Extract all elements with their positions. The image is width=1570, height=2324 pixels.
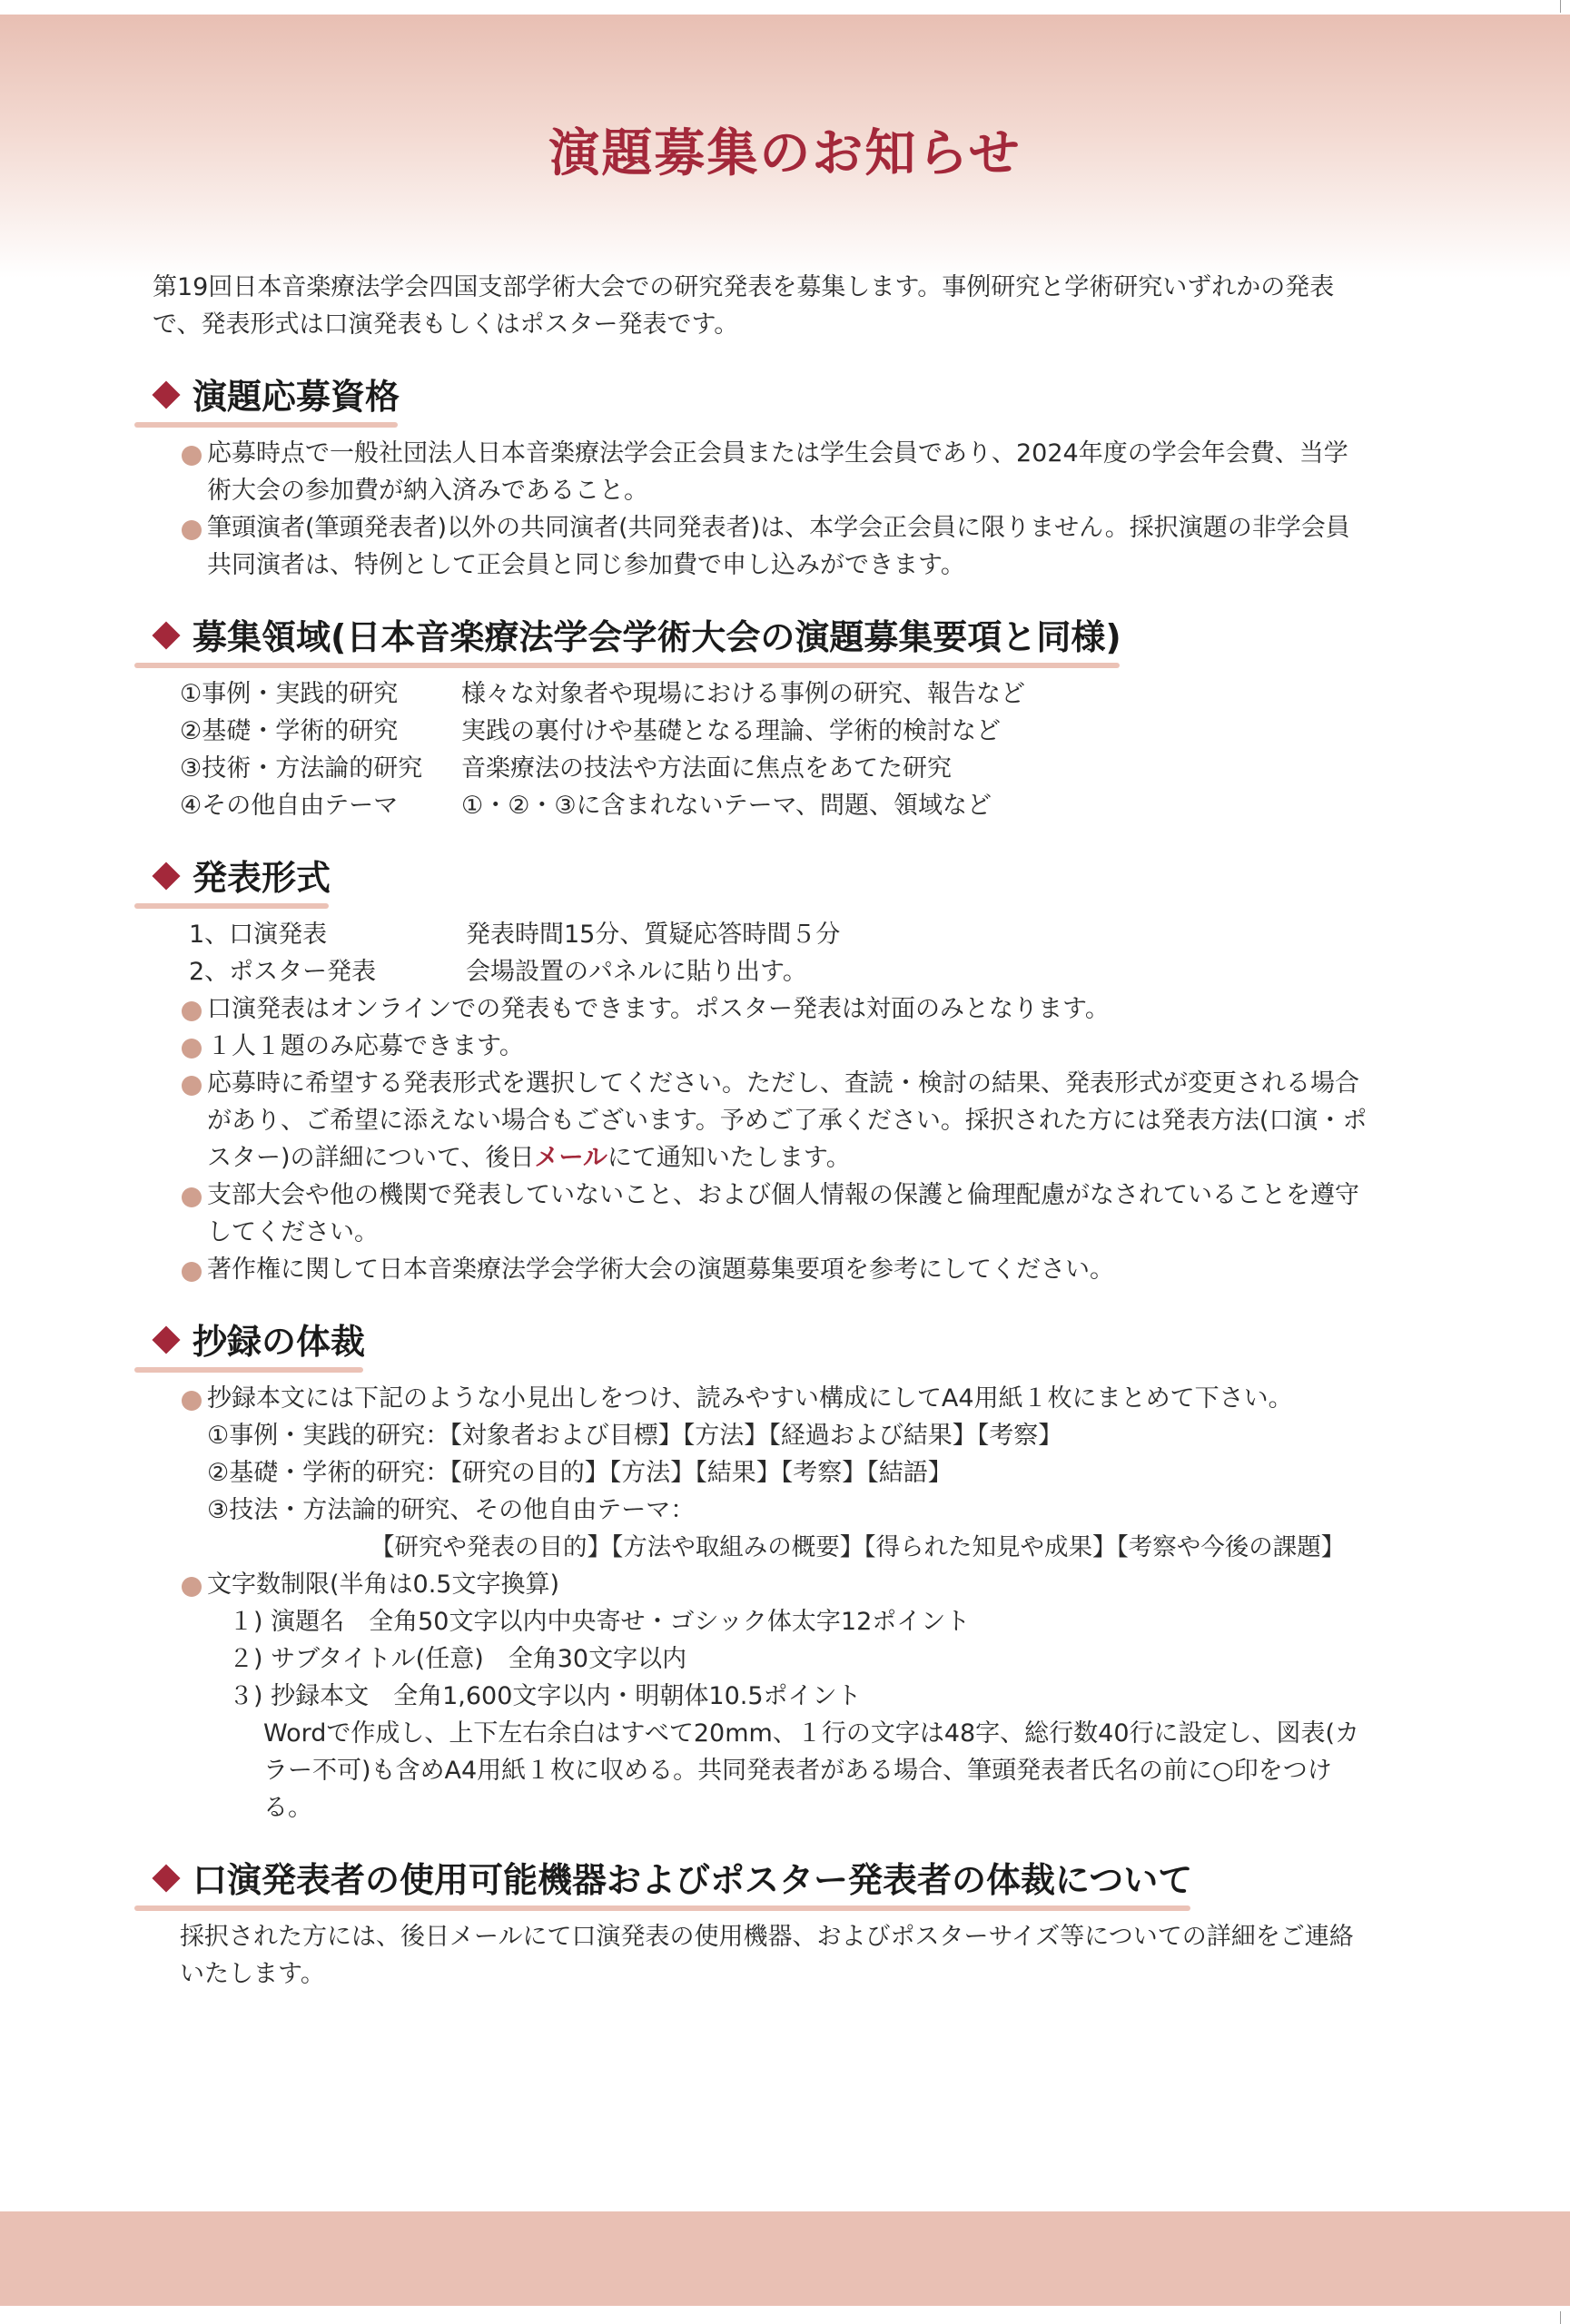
heading-underline [134, 663, 1120, 668]
list-item: 口演発表はオンラインでの発表もできます。ポスター発表は対面のみとなります。 [180, 990, 1369, 1028]
diamond-icon [152, 1325, 180, 1354]
format-desc: 発表時間15分、質疑応答時間５分 [466, 921, 841, 949]
heading-underline [134, 903, 329, 909]
footer-band [0, 2211, 1570, 2306]
field-name: ③技術・方法論的研究 [180, 754, 423, 783]
section-eligibility [153, 369, 1369, 584]
diamond-icon [152, 862, 180, 890]
page-title: 演題募集のお知らせ [548, 124, 1022, 183]
list-item: 支部大会や他の機関で発表していないこと、および個人情報の保護と倫理配慮がなされていることを遵守してください。 [180, 1177, 1369, 1251]
format-desc: 会場設置のパネルに貼り出す。 [466, 958, 807, 986]
section-body [180, 675, 1369, 824]
limit-detail: Wordで作成し、上下左右余白はすべて20mm、１行の文字は48字、総行数40行に設定し、図表(カラー不可)も含めA4用紙１枚に収める。共同発表者がある場合、筆頭発表者氏名の前に○印をつける。 [263, 1719, 1360, 1822]
field-desc: ①・②・③に含まれないテーマ、問題、領域など [461, 792, 992, 820]
section-heading: 募集領域(日本音楽療法学会学術大会の演題募集要項と同様) [193, 617, 1121, 657]
field-desc: 音楽療法の技法や方法面に焦点をあてた研究 [461, 754, 952, 783]
section-format [153, 850, 1369, 1288]
field-name: ④その他自由テーマ [180, 792, 399, 820]
format-row [180, 916, 1369, 953]
section-equipment [153, 1852, 1369, 1993]
diamond-icon [152, 1864, 180, 1892]
format-name: 2、ポスター発表 [189, 958, 377, 986]
abstract-structure-line: 【研究や発表の目的】【方法や取組みの概要】【得られた知見や成果】【考察や今後の課題】 [370, 1533, 1346, 1561]
section-heading-row [143, 1314, 372, 1373]
list-item: 抄録本文には下記のような小見出しをつけ、読みやすい構成にしてA4用紙１枚にまとめて下さい。 [180, 1380, 1369, 1417]
field-row [180, 787, 1369, 824]
equipment-text: 採択された方には、後日メールにて口演発表の使用機器、およびポスターサイズ等についての詳細をご連絡いたします。 [180, 1923, 1354, 1988]
abstract-structure-line: ②基礎・学術的研究：【研究の目的】【方法】【結果】【考察】【結語】 [207, 1459, 953, 1487]
limit-line: ３) 抄録本文 全角1,600文字以内・明朝体10.5ポイント [229, 1682, 862, 1710]
diamond-icon [152, 380, 180, 409]
section-body [180, 916, 1369, 1288]
format-name: 1、口演発表 [189, 921, 328, 949]
abstract-structure-line: ③技法・方法論的研究、その他自由テーマ： [207, 1496, 696, 1524]
section-body [180, 1380, 1369, 1827]
heading-underline [134, 422, 398, 428]
mail-emphasis: メール [534, 1144, 607, 1172]
section-heading-row [143, 369, 407, 428]
list-item: 著作権に関して日本音楽療法学会学術大会の演題募集要項を参考にしてください。 [180, 1251, 1369, 1288]
list-item-text: にて通知いたします。 [607, 1144, 851, 1172]
main-content [153, 269, 1369, 1993]
list-item-text: 応募時に希望する発表形式を選択してください。ただし、査読・検討の結果、発表形式が変更される場合があり、ご希望に添えない場合もございます。予めご了承ください。採択された方には発表方法(口演・ポスター)の詳細について、後日 [207, 1069, 1368, 1172]
section-heading-row [143, 850, 338, 909]
section-heading: 演題応募資格 [193, 377, 400, 417]
section-heading-row [143, 609, 1129, 668]
section-fields [153, 609, 1369, 824]
limit-line: ２) サブタイトル(任意) 全角30文字以内 [229, 1645, 687, 1673]
list-item: 文字数制限(半角は0.5文字換算) [180, 1566, 1369, 1603]
crop-mark-bottom-right [1560, 2311, 1561, 2324]
crop-mark-top-right [1560, 0, 1561, 13]
list-item [180, 1065, 1369, 1177]
section-heading: 発表形式 [193, 858, 331, 898]
list-item: 応募時点で一般社団法人日本音楽療法学会正会員または学生会員であり、2024年度の学会年会費、当学術大会の参加費が納入済みであること。 [180, 435, 1369, 509]
intro-text: 第19回日本音楽療法学会四国支部学術大会での研究発表を募集します。事例研究と学術研究いずれかの発表で、発表形式は口演発表もしくはポスター発表です。 [153, 273, 1335, 339]
diamond-icon [152, 621, 180, 649]
limit-line: １) 演題名 全角50文字以内中央寄せ・ゴシック体太字12ポイント [229, 1608, 971, 1636]
section-body [180, 1918, 1369, 1993]
section-heading: 抄録の体裁 [193, 1322, 366, 1362]
heading-underline [134, 1367, 363, 1373]
section-abstract [153, 1314, 1369, 1827]
section-body [180, 435, 1369, 584]
field-desc: 様々な対象者や現場における事例の研究、報告など [461, 680, 1025, 708]
list-item: 筆頭演者(筆頭発表者)以外の共同演者(共同発表者)は、本学会正会員に限りません。採択演題の非学会員共同演者は、特例として正会員と同じ参加費で申し込みができます。 [180, 509, 1369, 584]
section-heading-row [143, 1852, 1200, 1911]
field-name: ②基礎・学術的研究 [180, 717, 399, 745]
heading-underline [134, 1905, 1190, 1911]
field-row [180, 675, 1369, 713]
field-desc: 実践の裏付けや基礎となる理論、学術的検討など [461, 717, 1001, 745]
field-name: ①事例・実践的研究 [180, 680, 399, 708]
format-row [180, 953, 1369, 990]
abstract-structure-line: ①事例・実践的研究：【対象者および目標】【方法】【経過および結果】【考察】 [207, 1422, 1063, 1450]
field-row [180, 713, 1369, 750]
section-heading: 口演発表者の使用可能機器およびポスター発表者の体裁について [193, 1860, 1193, 1900]
list-item: １人１題のみ応募できます。 [180, 1028, 1369, 1065]
field-row [180, 750, 1369, 787]
